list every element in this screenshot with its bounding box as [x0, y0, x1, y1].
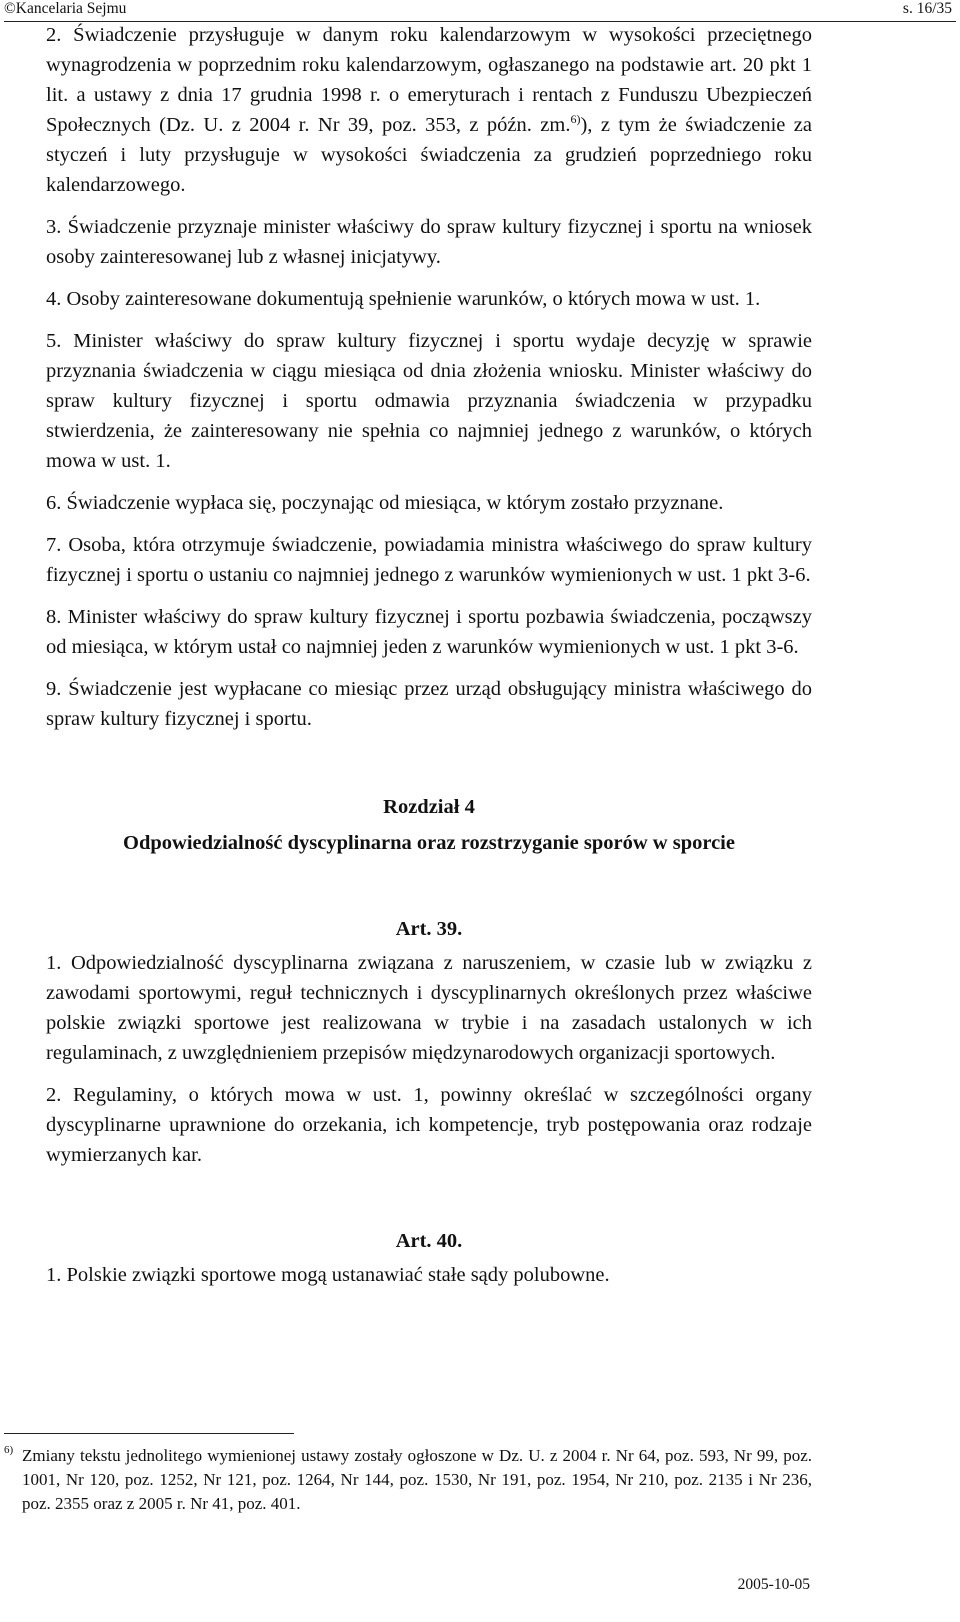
footnote-ref[interactable]: 6)	[570, 112, 581, 127]
paragraph-2: 2. Świadczenie przysługuje w danym roku kalendarzowym w wysokości przeciętnego wynagrodzenia w poprzednim roku kalendarzowym, ogłaszanego na podstawie art. 20 pkt 1 lit. a ustawy z dnia 17 grudnia 1998 r. o emeryturach i rentach z Funduszu Ubezpieczeń Społecznych (Dz. U. z 2004 r. Nr 39, poz. 353, z późn. zm.$^{6)}$), z tym że świadczenie za styczeń i luty przysługuje w wysokości świadczenia za grudzień poprzedniego roku kalendarzowego.	[46, 24, 812, 196]
footnote	[4, 1444, 812, 1516]
paragraph-7: 7. Osoba, która otrzymuje świadczenie, powiadamia ministra właściwego do spraw kultury fizycznej i sportu o ustaniu co najmniej jednego z warunków wymienionych w ust. 1 pkt 3-6.	[46, 534, 812, 586]
paragraph-4: 4. Osoby zainteresowane dokumentują spełnienie warunków, o których mowa w ust. 1.	[46, 288, 761, 310]
footnote-text: Zmiany tekstu jednolitego wymienionej ustawy zostały ogłoszone w Dz. U. z 2004 r. Nr 64, poz. 593, Nr 99, poz. 1001, Nr 120, poz. 1252, Nr 121, poz. 1264, Nr 144, poz. 1530, Nr 191, poz. 1954, Nr 210, poz. 2135 i Nr 236, poz. 2355 oraz z 2005 r. Nr 41, poz. 401.	[22, 1446, 812, 1513]
footnote-separator	[4, 1433, 294, 1434]
paragraph-6: 6. Świadczenie wypłaca się, poczynając od miesiąca, w którym zostało przyznane.	[46, 492, 724, 514]
paragraph-8: 8. Minister właściwy do spraw kultury fizycznej i sportu pozbawia świadczenia, począwszy od miesiąca, w którym ustał co najmniej jeden z warunków wymienionych w ust. 1 pkt 3-6.	[46, 606, 812, 658]
footnote-mark: 6)	[4, 1444, 14, 1456]
page-header	[4, 0, 956, 22]
article-40-heading: Art. 40.	[395, 1230, 463, 1252]
page-footer-date: 2005-10-05	[737, 1576, 810, 1593]
article-39-heading: Art. 39.	[395, 918, 463, 940]
page-number: s. 16/35	[902, 0, 952, 17]
paragraph-3: 3. Świadczenie przyznaje minister właściwy do spraw kultury fizycznej i sportu na wniosek osoby zainteresowanej lub z własnej inicjatywy.	[46, 216, 812, 268]
copyright-label: ©Kancelaria Sejmu	[4, 0, 127, 17]
article-39-para-1: 1. Odpowiedzialność dyscyplinarna związana z naruszeniem, w czasie lub w związku z zawodami sportowymi, reguł technicznych i dyscyplinarnych określonych przez właściwe polskie związki sportowe jest realizowana w trybie i na zasadach ustalonych w ich regulaminach, z uwzględnieniem przepisów międzynarodowych organizacji sportowych.	[46, 952, 812, 1064]
paragraph-9: 9. Świadczenie jest wypłacane co miesiąc przez urząd obsługujący ministra właściwego do spraw kultury fizycznej i sportu.	[46, 678, 812, 730]
chapter-title: Odpowiedzialność dyscyplinarna oraz rozstrzyganie sporów w sporcie	[123, 832, 735, 854]
document-body	[46, 20, 812, 1290]
article-39-para-2: 2. Regulaminy, o których mowa w ust. 1, powinny określać w szczególności organy dyscyplinarne uprawnione do orzekania, ich kompetencje, tryb postępowania oraz rodzaje wymierzanych kar.	[46, 1084, 812, 1166]
chapter-number: Rozdział 4	[383, 796, 475, 818]
paragraph-5: 5. Minister właściwy do spraw kultury fizycznej i sportu wydaje decyzję w sprawie przyznania świadczenia w ciągu miesiąca od dnia złożenia wniosku. Minister właściwy do spraw kultury fizycznej i sportu odmawia przyznania świadczenia w przypadku stwierdzenia, że zainteresowany nie spełnia co najmniej jednego z warunków, o których mowa w ust. 1.	[46, 330, 812, 472]
article-40-para-1: 1. Polskie związki sportowe mogą ustanawiać stałe sądy polubowne.	[46, 1264, 610, 1286]
